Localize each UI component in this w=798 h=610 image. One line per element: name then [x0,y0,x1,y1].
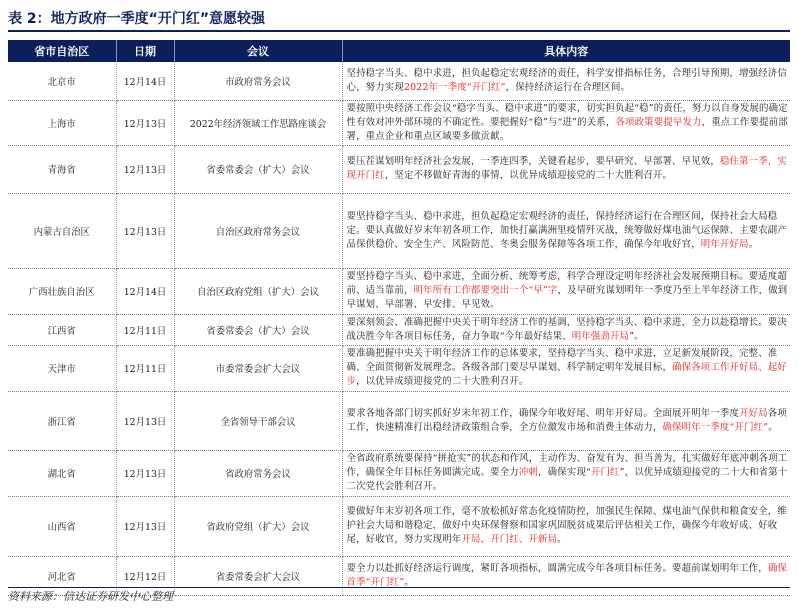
content-text: 要压茬谋划明年经济社会发展，一季连四季，关键看起步，要早研究、早部署、早见效， [346,156,720,167]
content-text: 。 [748,238,759,250]
meeting-table [8,40,790,596]
content-text: 要按照中央经济工作会议“稳字当头、稳中求进”的要求，切实担负起“稳”的责任，努力以自身发展的确定性有效对冲外部环境的不确定性。要把握好“稳”与“进”的关系， [346,102,788,128]
highlight-text: 稳住第一季，实现开门红 [346,156,787,181]
region-cell: 山西省 [8,496,116,556]
highlight-text: 明年强劲开局 [571,330,630,342]
header-content: 具体内容 [342,40,790,62]
meeting-cell: 自治区政府党组（扩大）会议 [174,268,342,314]
content-text: 。 [768,421,778,433]
highlight-text: 明年所有工作都要突出一个“早”字 [413,285,558,296]
content-text: ”，以优异成绩迎接党的二十大和省第十二次党代会胜利召开。 [346,467,788,492]
content-text: 。 [557,534,567,545]
date-cell: 12月14日 [116,268,174,314]
date-cell: 12月14日 [116,62,174,100]
content-text: 。 [404,576,414,588]
meeting-cell: 省委常委会（扩大）会议 [174,314,342,345]
highlight-text: 开好局 [739,407,768,419]
table-header-row [8,40,790,62]
content-cell [342,193,790,268]
table-row [8,145,790,193]
date-cell: 12月13日 [116,193,174,268]
content-text: 要求各地各部门切实抓好岁末年初工作，确保今年收好尾、明年开好局。全面展开明年一季度 [346,407,740,419]
content-text: ，及早研究谋划明年一季度乃至上半年经济工作，做到早谋划、早部署、早安排、早见效。 [346,285,788,310]
region-cell: 湖北省 [8,450,116,496]
meeting-cell: 全省领导干部会议 [174,391,342,450]
region-cell: 青海省 [8,145,116,193]
meeting-cell: 省委常委会（扩大）会议 [174,145,342,193]
table-body [8,62,790,595]
content-text: ，保持经济运行在合理区间。 [505,81,631,93]
content-cell [342,314,790,345]
highlight-text: 确保明年一季度“开门红” [662,421,769,433]
content-text: 要坚持稳字当头、稳中求进，担负起稳定宏观经济的责任，保持经济运行在合理区间，保持社会大局稳定。要认真做好岁末年初各项工作，加快打赢满洲里疫情歼灭战，统筹做好煤电油气运保障、主要农副产品保供稳价、安全生产、风险防范、冬奥会服务保障等各项工作，确保今年收好官， [346,210,787,250]
date-cell: 12月11日 [116,345,174,391]
header-meeting: 会议 [174,40,342,62]
content-cell [342,345,790,391]
table-row [8,345,790,391]
meeting-cell: 市政府常务会议 [174,62,342,100]
meeting-cell: 2022年经济领域工作思路座谈会 [174,100,342,145]
table-row [8,100,790,145]
region-cell: 河北省 [8,556,116,595]
content-text: ，确保实现“ [538,467,591,478]
table-row [8,193,790,268]
date-cell: 12月13日 [116,450,174,496]
region-cell: 天津市 [8,345,116,391]
highlight-text: 2022年一季度“开门红” [403,81,506,93]
highlight-text: 开门红 [590,467,620,478]
content-cell [342,496,790,556]
meeting-cell: 省政府常务会议 [174,450,342,496]
highlight-text: 开局、开门红、开新局 [461,534,558,545]
source-note: 资料来源：信达证券研发中心整理 [8,587,790,605]
table-row [8,62,790,100]
content-text: ，重点工作要提前部署，重点企业和重点区域要多做贡献。 [346,116,788,142]
highlight-text: 确保各项工作开好局、起好步 [346,362,787,387]
content-cell [342,391,790,450]
region-cell: 上海市 [8,100,116,145]
content-text: ，以优异成绩迎接党的二十大胜利召开。 [356,376,529,387]
region-cell: 江西省 [8,314,116,345]
date-cell: 12月12日 [116,556,174,595]
highlight-text: 确保首季“开门红” [346,562,787,588]
content-cell [342,450,790,496]
date-cell: 12月13日 [116,391,174,450]
date-cell: 12月13日 [116,100,174,145]
content-text: 各项工作，快速精准打出稳经济政策组合拳，全方位激发市场和消费主体动力， [346,407,787,433]
content-cell [342,145,790,193]
date-cell: 12月13日 [116,496,174,556]
table-row [8,314,790,345]
meeting-cell: 自治区政府常务会议 [174,193,342,268]
content-text: 要准确把握中央关于明年经济工作的总体要求，坚持稳字当头、稳中求进，立足新发展阶段，完整、准确、全面贯彻新发展理念。各级各部门要尽早谋划、科学制定明年发展目标， [346,348,778,373]
region-cell: 内蒙古自治区 [8,193,116,268]
highlight-text: 冲刺 [518,467,539,478]
content-text: 坚持稳字当头、稳中求进，担负起稳定宏观经济的责任，科学安排指标任务，合理引导预期，增强经济信心，努力实现 [346,67,787,93]
table-row [8,496,790,556]
table-title: 表 2：地方政府一季度“开门红”意愿较强 [8,6,790,32]
region-cell: 北京市 [8,62,116,100]
content-cell [342,268,790,314]
table-row [8,450,790,496]
content-text: ”。 [629,330,644,342]
meeting-cell: 省委常委会扩大会议 [174,556,342,595]
meeting-cell: 省政府党组（扩大）会议 [174,496,342,556]
content-text: 要深刻领会、准确把握中央关于明年经济工作的基调，坚持稳字当头、稳中求进，全力以赴稳增长。要决战决胜今年各项目标任务，奋力争取“今年最好结果、 [346,316,787,342]
content-text: 全省政府系统要保持“拼抢实”的状态和作风，主动作为、奋发有为、担当善为，扎实做好年底冲刺各项工作，确保全年目标任务圆满完成。要全力 [346,453,788,478]
region-cell: 广西壮族自治区 [8,268,116,314]
header-region: 省市自治区 [8,40,116,62]
content-text: ，坚定不移做好青海的事情，以优异成绩迎接党的二十大胜利召开。 [384,170,673,181]
content-cell [342,62,790,100]
meeting-cell: 市委常委会扩大会议 [174,345,342,391]
content-text: 要坚持稳字当头、稳中求进，全面分析、统筹考虑，科学合理设定明年经济社会发展预期目标。要适度超前、适当靠前， [346,271,787,296]
table-row [8,391,790,450]
highlight-text: 明年开好局 [700,238,749,250]
table-row [8,268,790,314]
date-cell: 12月11日 [116,314,174,345]
region-cell: 浙江省 [8,391,116,450]
header-date: 日期 [116,40,174,62]
content-text: 要做好年末岁初各项工作，毫不放松抓好常态化疫情防控，加强民生保障、煤电油气保供和粮食安全，维护社会大局和谐稳定，做好中央环保督察和国家巩固脱贫成果后评估相关工作，确保今年收好成、好收尾，好收官，努力实现明年 [346,506,787,545]
date-cell: 12月13日 [116,145,174,193]
highlight-text: 各项政策要提早发力 [615,116,702,128]
content-text: 要全力以赴抓好经济运行调度，紧盯各项指标，圆满完成今年各项目标任务。要超前谋划明年工作， [346,562,768,574]
content-cell [342,100,790,145]
